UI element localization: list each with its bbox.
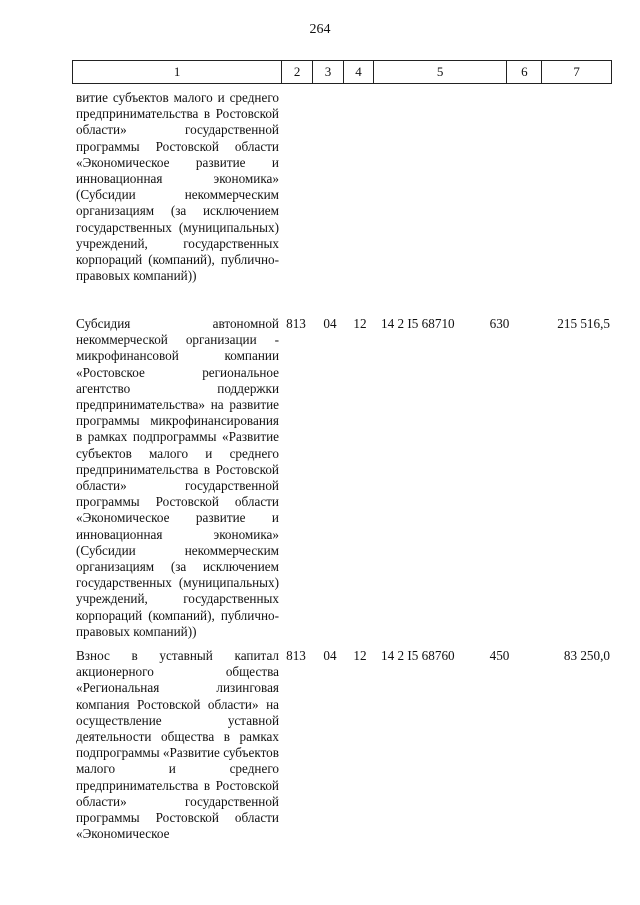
row-target-article: 14 2 I5 68760 (381, 648, 455, 663)
header-col-4: 4 (343, 61, 373, 83)
header-col-2: 2 (281, 61, 312, 83)
row-target-article: 14 2 I5 68710 (381, 316, 455, 331)
table-header-row (72, 60, 612, 84)
row-admin-code: 813 (286, 316, 306, 331)
row-section: 04 (323, 648, 337, 663)
header-col-6: 6 (506, 61, 541, 83)
row-section: 04 (323, 316, 337, 331)
row-expense-type: 630 (489, 316, 510, 331)
row-subsection: 12 (353, 316, 367, 331)
row-expense-type: 450 (489, 648, 510, 663)
row-description: Взнос в уставный капитал акционерного общества «Региональная лизинговая компания Ростовской области» на осуществление уставной деятельности общества в рамках подпрограммы «Развитие субъектов малого и среднего предпринимательства в Ростовской области» государственной программы Ростовской области «Экономическое (76, 648, 279, 842)
row-description: Субсидия автономной некоммерческой организации - микрофинансовой компании «Ростовское региональное агентство поддержки предпринимательства» на развитие программы микрофинансирования в рамках подпрограммы «Развитие субъектов малого и среднего предпринимательства в Ростовской области» государственной программы Ростовской области «Экономическое развитие и инновационная экономика» (Субсидии некоммерческим организациям (за исключением государственных (муниципальных) учреждений, государственных корпораций (компаний), публично-правовых компаний)) (76, 316, 279, 639)
header-col-7: 7 (541, 61, 611, 83)
header-col-1: 1 (173, 64, 181, 79)
page-number: 264 (309, 22, 331, 37)
row-admin-code: 813 (286, 648, 306, 663)
row-amount: 83 250,0 (563, 648, 610, 663)
row-description: витие субъектов малого и среднего предпринимательства в Ростовской области» государственной программы Ростовской области «Экономическое развитие и инновационная экономика» (Субсидии некоммерческим организациям (за исключением государственных (муниципальных) учреждений, государственных корпораций (компаний), публично-правовых компаний)) (76, 90, 279, 284)
row-subsection: 12 (353, 648, 367, 663)
header-col-5: 5 (373, 61, 507, 83)
row-amount: 215 516,5 (557, 316, 610, 331)
header-col-3: 3 (312, 61, 343, 83)
